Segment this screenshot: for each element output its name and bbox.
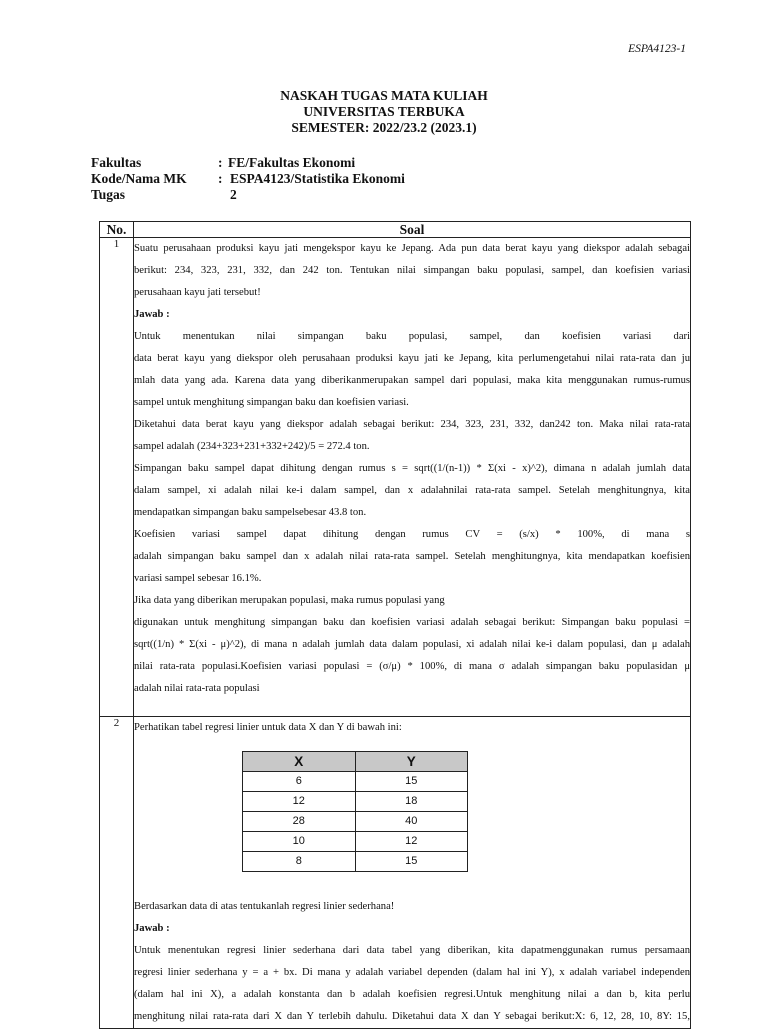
question-content: [134, 238, 691, 717]
answer-text: sampel untuk menghitung simpangan baku dan koefisien variasi.: [134, 397, 409, 408]
meta-separator: [218, 187, 228, 203]
table-row: [243, 812, 468, 832]
answer-text: nilai rata-rata populasi.Koefisien variasi populasi = (σ/μ) * 100%, di mana σ adalah simpangan baku populasidan μ: [134, 661, 690, 672]
table-header-row: [100, 222, 691, 238]
header-soal: Soal: [134, 222, 691, 238]
table-cell: 10: [243, 832, 356, 852]
table-row: [243, 852, 468, 872]
table-cell: 18: [355, 792, 468, 812]
answer-text: mlah data yang ada. Karena data yang diberikanmerupakan sampel dari populasi, maka kita menggunakan rumus-rumus: [134, 375, 690, 386]
meta-value: 2: [230, 187, 237, 202]
meta-value: FE/Fakultas Ekonomi: [228, 155, 356, 170]
answer-text: Diketahui data berat kayu yang diekspor adalah sebagai berikut: 234, 323, 231, 332, dan242 ton. Maka nilai rata-rata: [134, 419, 690, 430]
table-cell: 15: [355, 852, 468, 872]
answer-text: sampel adalah (234+323+231+332+242)/5 = 272.4 ton.: [134, 441, 370, 452]
question-text: Perhatikan tabel regresi linier untuk data X dan Y di bawah ini:: [134, 722, 402, 733]
question-number: 1: [100, 238, 134, 717]
table-row: [243, 772, 468, 792]
answer-text: (dalam hal ini X), a adalah konstanta dan b adalah koefisien regresi.Untuk menghitung nilai a dan b, kita perlu: [134, 989, 690, 1000]
answer-text: Jika data yang diberikan merupakan populasi, maka rumus populasi yang: [134, 595, 445, 606]
table-cell: 15: [355, 772, 468, 792]
answer-text: adalah simpangan baku sampel dan x adalah nilai rata-rata sampel. Setelah menghitungnya, kita mendapatkan koefisien: [134, 551, 690, 562]
question-row-1: [100, 238, 691, 717]
meta-row-course: [91, 171, 405, 187]
answer-text: data berat kayu yang diekspor oleh perusahaan produksi kayu jati ke Jepang, kita perlumengetahui nilai rata-rata dan ju: [134, 353, 690, 364]
regression-data-table: [242, 751, 468, 872]
table-cell: 12: [355, 832, 468, 852]
answer-text: menghitung nilai rata-rata dari X dan Y terlebih dahulu. Diketahui data X dan Y sebagai berikut:X: 6, 12, 28, 10, 8Y: 15,: [134, 1011, 690, 1022]
meta-key: Tugas: [91, 187, 126, 202]
meta-separator: :: [218, 171, 223, 186]
meta-key: Kode/Nama MK: [91, 171, 187, 186]
column-header-x: X: [243, 752, 356, 772]
answer-text: Untuk menentukan regresi linier sederhana dari data tabel yang diberikan, kita dapatmenggunakan rumus persamaan: [134, 945, 690, 956]
answer-text: regresi linier sederhana y = a + bx. Di mana y adalah variabel dependen (dalam hal ini Y), x adalah variabel independen: [134, 967, 690, 978]
question-number: 2: [100, 717, 134, 1029]
meta-row-faculty: [91, 155, 405, 171]
table-cell: 12: [243, 792, 356, 812]
answer-text: digunakan untuk menghitung simpangan baku dan koefisien variasi adalah sebagai berikut: Simpangan baku populasi =: [134, 617, 690, 628]
table-cell: 6: [243, 772, 356, 792]
answer-text: variasi sampel sebesar 16.1%.: [134, 573, 262, 584]
answer-text: Simpangan baku sampel dapat dihitung dengan rumus s = sqrt((1/(n-1)) * Σ(xi - x)^2), dimana n adalah jumlah data: [134, 463, 690, 474]
answer-text: sqrt((1/n) * Σ(xi - μ)^2), di mana n adalah jumlah data dalam populasi, xi adalah nilai ke-i dalam populasi, dan μ adalah: [134, 639, 690, 650]
table-cell: 40: [355, 812, 468, 832]
course-info: [91, 155, 405, 203]
question-table: [99, 221, 691, 1029]
header-no: No.: [100, 222, 134, 238]
meta-row-assignment: [91, 187, 405, 203]
question-instruction: Berdasarkan data di atas tentukanlah regresi linier sederhana!: [134, 901, 395, 912]
title-line: NASKAH TUGAS MATA KULIAH: [280, 88, 488, 103]
meta-value: ESPA4123/Statistika Ekonomi: [230, 171, 405, 186]
document-code: ESPA4123-1: [628, 43, 686, 55]
table-cell: 8: [243, 852, 356, 872]
question-text: perusahaan kayu jati tersebut!: [134, 287, 261, 298]
regression-table-header: [243, 752, 468, 772]
table-row: [243, 832, 468, 852]
question-content: [134, 717, 691, 1029]
title-line: SEMESTER: 2022/23.2 (2023.1): [291, 120, 477, 135]
column-header-y: Y: [355, 752, 468, 772]
question-row-2: [100, 717, 691, 1029]
answer-text: dalam sampel, xi adalah nilai ke-i dalam sampel, dan x adalahnilai rata-rata sampel. Setelah menghitungnya, kita: [134, 485, 690, 496]
meta-separator: :: [218, 155, 223, 170]
answer-label: Jawab :: [134, 923, 170, 934]
answer-text: mendapatkan simpangan baku sampelsebesar 43.8 ton.: [134, 507, 367, 518]
table-cell: 28: [243, 812, 356, 832]
question-text: Suatu perusahaan produksi kayu jati mengekspor kayu ke Jepang. Ada pun data berat kayu yang diekspor adalah sebagai: [134, 243, 690, 254]
question-text: berikut: 234, 323, 231, 332, dan 242 ton. Tentukan nilai simpangan baku populasi, sampel, dan koefisien variasi: [134, 265, 690, 276]
title-line: UNIVERSITAS TERBUKA: [303, 104, 465, 119]
table-row: [243, 792, 468, 812]
answer-text: Untuk menentukan nilai simpangan baku populasi, sampel, dan koefisien variasi dari: [134, 331, 690, 342]
answer-text: adalah nilai rata-rata populasi: [134, 683, 260, 694]
answer-text: Koefisien variasi sampel dapat dihitung dengan rumus CV = (s/x) * 100%, di mana s: [134, 529, 690, 540]
answer-label: Jawab :: [134, 309, 170, 320]
meta-key: Fakultas: [91, 155, 142, 170]
document-title: [0, 88, 768, 136]
